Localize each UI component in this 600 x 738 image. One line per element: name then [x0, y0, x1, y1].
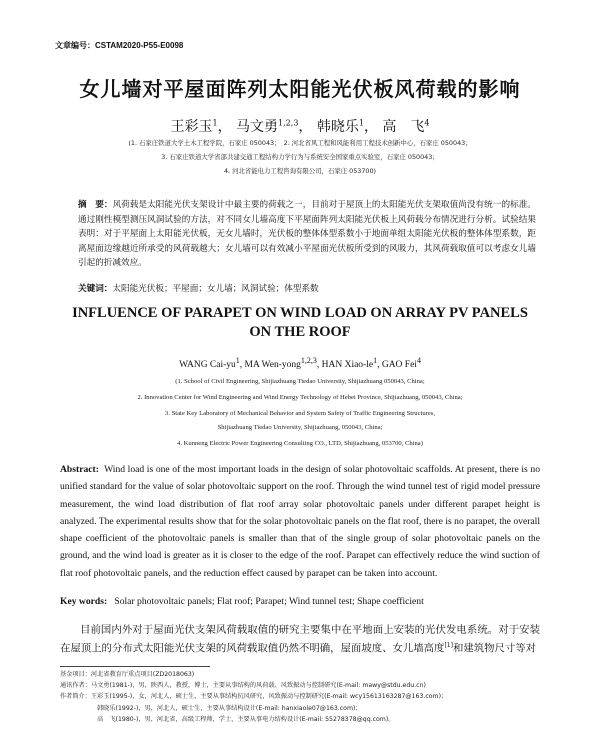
chinese-title: 女儿墙对平屋面阵列太阳能光伏板风荷载的影响: [79, 77, 521, 101]
author-sup: 1: [373, 356, 378, 365]
footnotes: [60, 669, 540, 725]
english-authors: WANG Cai-$yu^1$, MA Wen-yong$^{1,2,3}$, HAN Xiao-$le^1$, GAO Fei$^4$: [179, 356, 421, 371]
abstract-label: 摘 要：: [78, 200, 113, 210]
author-name: 王彩玉: [170, 119, 213, 135]
keywords-label: Key words:: [60, 596, 108, 607]
abstract-text: 风荷载是太阳能光伏支架设计中最主要的荷载之一，目前对于屋顶上的太阳能光伏支架取值尚没有统一的标准。通过刚性模型测压风洞试验的方法，对不同女儿墙高度下平屋面阵列太阳能光伏板上风荷载分布情况进行分析。试验结果表明：对于平屋面上太阳能光伏板，无女儿墙时，光伏板的整体体型系数小于地面单组太阳能光伏板的整体体型系数，距离屋面边缘越近所承受的风荷载越大；女儿墙可以有效减小平屋面光伏板所受到的风吸力，其风荷载取值可以考虑女儿墙引起的折减效应。: [78, 200, 536, 269]
footnote-line: 作者简介：王彩玉(1995-)，女，河北人，硕士生，主要从事结构抗风研究，风致振动与控制研究(E-mail: wcy15613163287@163.com)；: [60, 693, 448, 701]
chinese-affiliation-line: 3. 石家庄铁道大学省部共建交通工程结构力学行为与系统安全国家重点实验室，石家庄 050043；: [161, 153, 439, 161]
abstract-text: Wind load is one of the most important loads in the design of solar photovoltaic scaffolds. At present, there is no unified standard for the value of solar photovoltaic support on the roof. Through the wind tunnel test of rigid model pressure measurement, the wind load distribution of flat roof array solar photovoltaic panels under different parapet height is analyzed. The experimental results show that for the solar photovoltaic panels on the flat roof, there is no parapet, the overall shape coefficient of the photovoltaic panels is smaller than that of the single group of solar photovoltaic panels on the ground, and the wind load is greater as it is closer to the edge of the roof. Parapet can effectively reduce the wind suction of flat roof photovoltaic panels, and the reduction effect caused by parapet can be taken into account.: [60, 464, 540, 579]
article-number: 文章编号：CSTAM2020-P55-E0098: [55, 41, 184, 50]
author-sup: 1: [212, 118, 218, 128]
keywords-text: Solar photovoltaic panels; Flat roof; Parapet; Wind tunnel test; Shape coefficient: [114, 596, 424, 607]
english-affiliation-line: (1. School of Civil Engineering, Shijiazhuang Tiedao University, Shijiazhuang 050043, China;: [175, 378, 425, 385]
footnote-line: 高 飞(1980-)，男，河北省，高级工程师，学士，主要从事电力结构设计(E-mail: 55278378@qq.com)。: [97, 715, 395, 723]
english-affiliation-line: 4. Kunneng Electric Power Engineering Consulting CO., LTD, Shijiazhuang, 053700, China): [177, 440, 423, 447]
chinese-affiliation-line: 4. 河北省能电力工程咨询有限公司，石家庄 053700): [223, 167, 377, 175]
english-affiliation-line: Shijiazhuang Tiedao University, Shijiazhuang, 050043, China;: [217, 424, 383, 431]
author-sup: 4: [424, 118, 430, 128]
author-name: HAN Xiao-le: [321, 360, 374, 371]
abstract-label: Abstract:: [60, 464, 99, 475]
author-name: 韩晓乐: [316, 119, 359, 135]
keywords-label: 关键词：: [78, 284, 113, 294]
body-text-end: 和建筑物尺寸等对: [452, 642, 537, 655]
footnote-line: 基金项目：河北省教育厅重点项目(ZD2018063): [60, 671, 195, 678]
english-affiliation-line: 2. Innovation Center for Wind Engineering and Wind Energy Technology of Hebei Province, Shijiazhuang, 050043, China;: [137, 394, 463, 401]
chinese-affiliation-line: (1. 石家庄铁道大学土木工程学院，石家庄 050043； 2. 河北省风工程和风能利用工程技术创新中心，石家庄 050043；: [128, 139, 472, 147]
chinese-keywords: [78, 282, 319, 294]
author-sup: 4: [416, 356, 421, 365]
english-keywords: [60, 596, 424, 607]
chinese-abstract: [78, 198, 536, 271]
footnote-line: 通讯作者：马文勇(1981-)，男，陕西人，教授，博士，主要从事结构的风荷载、风致振动与控制研究(E-mail: mawy@stdu.edu.cn): [60, 682, 426, 690]
author-name: MA Wen-yong: [244, 360, 301, 371]
author-name: WANG Cai-yu: [179, 360, 236, 371]
english-title: INFLUENCE OF PARAPET ON WIND LOAD ON ARRAY PV PANELS ON THE ROOF: [72, 305, 528, 340]
author-name: 马文勇: [236, 119, 279, 135]
english-abstract: [60, 461, 540, 582]
author-sup: 1,2,3: [300, 356, 317, 365]
author-sup: 1: [235, 356, 240, 365]
author-sup: 1: [358, 118, 364, 128]
author-sup: 1,2,3: [278, 118, 299, 128]
author-name: 高 飞: [382, 119, 425, 135]
footnote-divider: [60, 666, 210, 667]
body-text-start: 目前国内外对于屋面光伏支架风荷载取值的研究主要集中在平地面上安装的光伏发电系统。对于安装在屋顶上的分布式太阳能光伏支架的风荷载取值仍然不明确，屋面坡度、女儿墙高度: [60, 624, 540, 655]
chinese-authors: 王彩玉$^1$， 马文勇$^{1,2,3}$， 韩晓乐$^1$， 高 飞$^4$: [170, 118, 430, 135]
footnote-line: 韩晓乐(1992-)，男，河北人，硕士生，主要从事结构设计(E-mail: hanxiaole07@163.com)；: [97, 704, 362, 712]
author-name: GAO Fei: [381, 360, 417, 371]
keywords-text: 太阳能光伏板；平屋面；女儿墙；风洞试验；体型系数: [112, 284, 319, 294]
citation-ref[interactable]: [1]: [444, 642, 453, 649]
english-affiliation-line: 3. State Key Laboratory of Mechanical Behavior and System Safety of Traffic Engineering Structures,: [165, 410, 435, 417]
body-paragraph: [60, 622, 540, 656]
